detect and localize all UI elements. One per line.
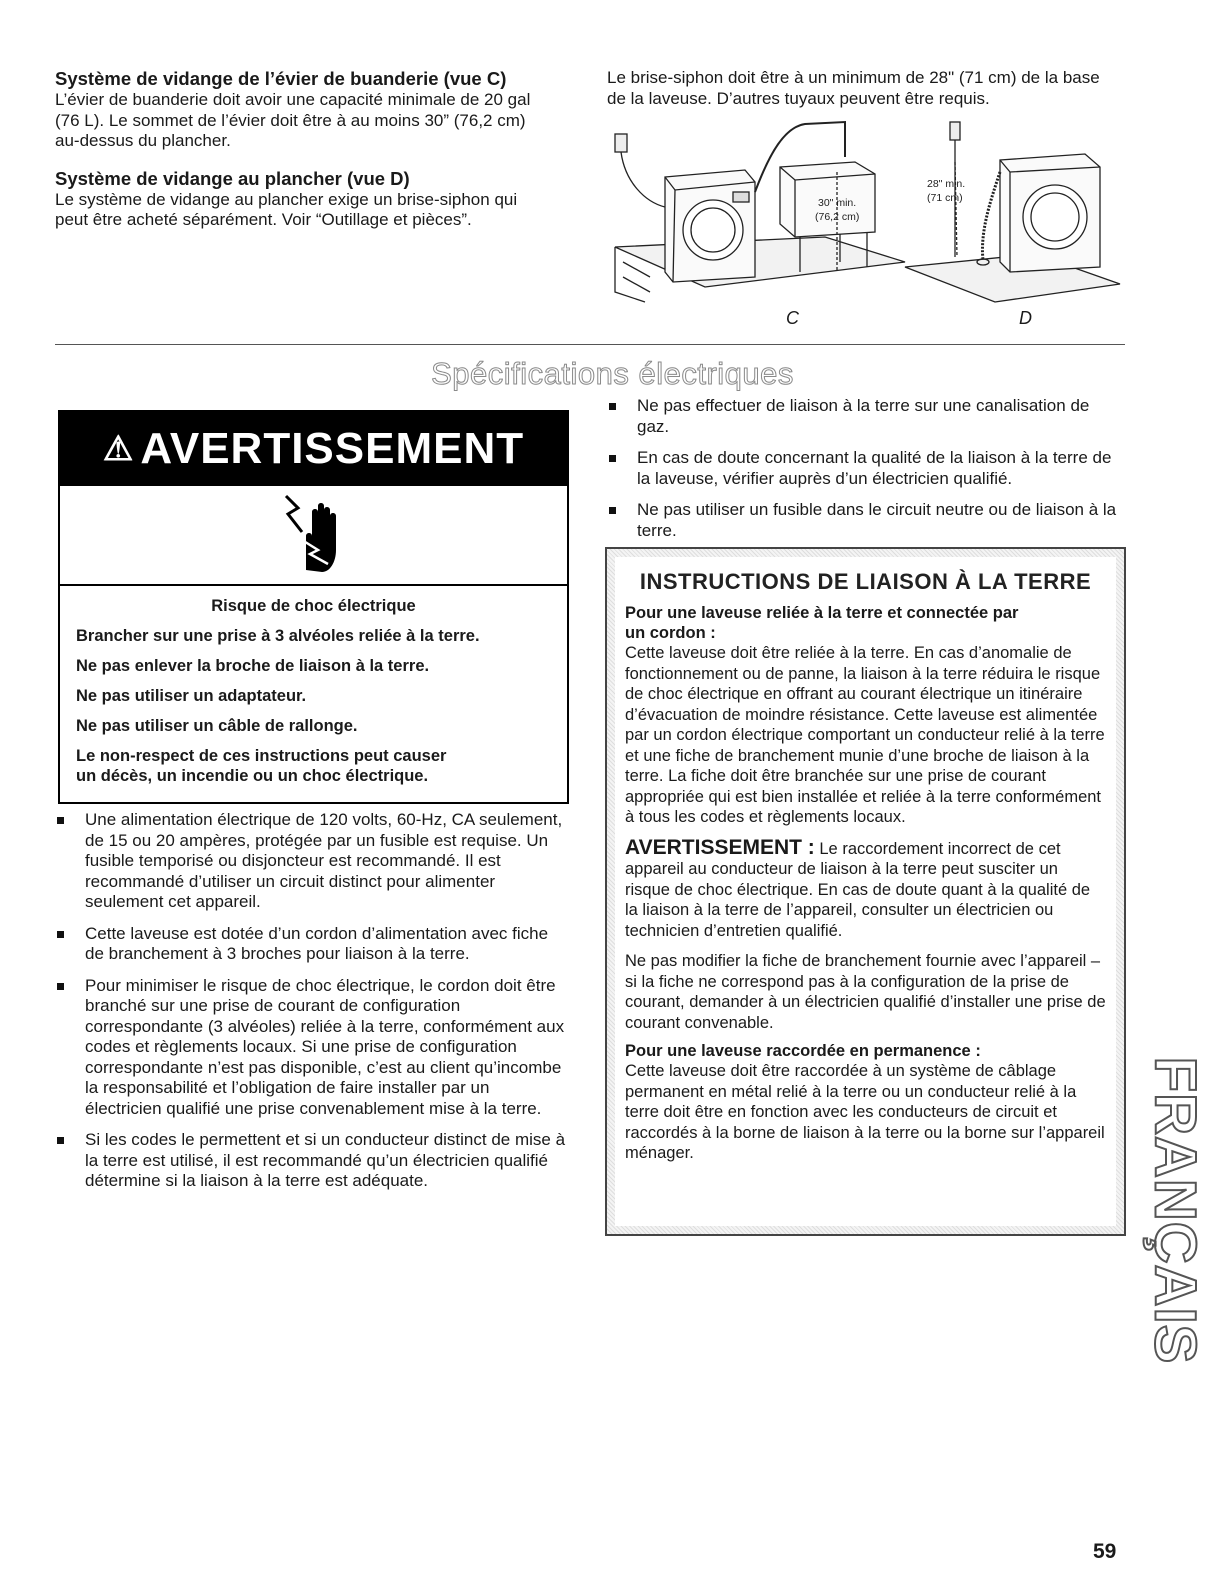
list-item: Ne pas effectuer de liaison à la terre sur une canalisation de gaz. bbox=[607, 396, 1122, 437]
warning-line-prong: Ne pas enlever la broche de liaison à la terre. bbox=[76, 657, 430, 675]
heading-laundry-sink: Système de vidange de l’évier de buanderie (vue C) bbox=[55, 68, 507, 89]
list-item: Si les codes le permettent et si un conducteur distinct de mise à la terre est utilisé, il est recommandé qu’un électricien qualifié détermine si la liaison à la terre est adéquate. bbox=[55, 1130, 570, 1192]
floor-drain-line-1: Le système de vidange au plancher exige un brise-siphon qui bbox=[55, 189, 518, 209]
section-title: Spécifications électriques bbox=[431, 356, 794, 391]
list-item: Cette laveuse est dotée d’un cordon d’alimentation avec fiche de branchement à 3 broches pour liaison à la terre. bbox=[55, 924, 570, 965]
warning-consequence-2: un décès, un incendie ou un choc électrique. bbox=[76, 767, 429, 785]
warning-box bbox=[58, 410, 569, 804]
warning-lines bbox=[60, 586, 567, 786]
corded-heading-1: Pour une laveuse reliée à la terre et connectée par bbox=[625, 604, 1019, 622]
corded-heading-2: un cordon : bbox=[625, 624, 716, 642]
page-number: 59 bbox=[1093, 1540, 1117, 1563]
floor-drain-line-2: peut être acheté séparément. Voir “Outillage et pièces”. bbox=[55, 210, 472, 229]
list-item: Une alimentation électrique de 120 volts, 60-Hz, CA seulement, de 15 ou 20 ampères, protégée par un fusible est requise. Un fusible temporisé ou disjoncteur est recommandé. Il est recommandé d’utiliser un circuit distinct pour alimenter seulement cet appareil. bbox=[55, 810, 570, 913]
warning-header bbox=[60, 412, 567, 486]
list-item: Ne pas utiliser un fusible dans le circuit neutre ou de liaison à la terre. bbox=[607, 500, 1122, 541]
top-right-section bbox=[607, 68, 1127, 109]
warning-icon-area bbox=[60, 486, 567, 586]
laundry-sink-line-3: au-dessus du plancher. bbox=[55, 131, 231, 150]
language-side-tab bbox=[1135, 1056, 1215, 1364]
siphon-line-2: de la laveuse. D’autres tuyaux peuvent être requis. bbox=[607, 88, 990, 108]
list-item: En cas de doute concernant la qualité de la liaison à la terre de la laveuse, vérifier auprès d’un électricien qualifié. bbox=[607, 448, 1122, 489]
warning-line-risk: Risque de choc électrique bbox=[211, 597, 416, 615]
warning-line-extension: Ne pas utiliser un câble de rallonge. bbox=[76, 717, 358, 735]
left-bullet-list bbox=[55, 810, 570, 1203]
grounding-inner bbox=[615, 557, 1116, 1226]
c-height-cm-label: (76,2 cm) bbox=[815, 211, 860, 223]
heading-floor-drain: Système de vidange au plancher (vue D) bbox=[55, 167, 410, 189]
permanent-heading: Pour une laveuse raccordée en permanence : bbox=[625, 1042, 981, 1060]
grounding-warning-paragraph bbox=[625, 835, 1106, 942]
laundry-sink-line-2: (76 L). Le sommet de l’évier doit être à au moins 30” (76,2 cm) bbox=[55, 110, 526, 130]
top-left-section bbox=[55, 68, 575, 231]
c-height-label: 30" min. bbox=[818, 197, 857, 209]
grounding-title: INSTRUCTIONS DE LIAISON À LA TERRE bbox=[639, 569, 1092, 594]
language-side-label: FRANÇAIS bbox=[1142, 1056, 1208, 1364]
d-height-cm-label: (71 cm) bbox=[927, 192, 963, 204]
right-bullet-list bbox=[607, 396, 1122, 552]
drain-system-illustration bbox=[605, 112, 1125, 312]
warning-header-text: AVERTISSEMENT bbox=[140, 424, 525, 473]
grounding-warning-text: Le raccordement incorrect de cet appareil au conducteur de liaison à la terre peut susciter un risque de choc électrique. En cas de doute quant à la qualité de la liaison à la terre de l’appareil, consulter un électricien ou technicien d’entretien qualifié. bbox=[625, 839, 1091, 940]
section-divider bbox=[55, 344, 1125, 345]
warning-line-adapter: Ne pas utiliser un adaptateur. bbox=[76, 687, 307, 705]
electric-shock-hand-icon bbox=[278, 492, 358, 578]
corded-text: Cette laveuse doit être reliée à la terre. En cas d’anomalie de fonctionnement ou de panne, la liaison à la terre réduira le risque de choc électrique en offrant au courant électrique un itinéraire d’évacuation de moindre résistance. Cette laveuse est alimentée par un cordon électrique comportant un conducteur relié à la terre et une fiche de branchement munie d’une broche de liaison à la terre. La fiche doit être branchée sur une prise de courant appropriée qui est bien installée et reliée à la terre conformément à tous les codes et règlements locaux. bbox=[625, 644, 1105, 826]
warning-triangle-icon: ⚠ bbox=[102, 430, 135, 468]
warning-consequence-1: Le non-respect de ces instructions peut causer bbox=[76, 747, 447, 765]
plug-text: Ne pas modifier la fiche de branchement fournie avec l’appareil – si la fiche ne correspond pas à la configuration de la prise de courant, demander à un électricien qualifié d’installer une prise de courant convenable. bbox=[625, 952, 1106, 1032]
grounding-instructions-box bbox=[605, 547, 1126, 1236]
permanent-text: Cette laveuse doit être raccordée à un système de câblage permanent en métal relié à la terre ou un conducteur relié à la terre doit être en fonction avec les conducteurs de circuit et raccordés à la borne de liaison à la terre ou la borne sur l’appareil ménager. bbox=[625, 1062, 1105, 1162]
list-item: Pour minimiser le risque de choc électrique, le cordon doit être branché sur une prise de courant de configuration correspondante (3 alvéoles) reliée à la terre, conformément aux codes et règlements locaux. Si une prise de configuration correspondante n’est pas disponible, c’est au client qu’incombe la responsabilité et l’obligation de faire installer par un électricien qualifié une prise convenablement mise à la terre. bbox=[55, 976, 570, 1120]
laundry-sink-line-1: L’évier de buanderie doit avoir une capacité minimale de 20 gal bbox=[55, 90, 531, 109]
warning-line-plug: Brancher sur une prise à 3 alvéoles reliée à la terre. bbox=[76, 627, 480, 645]
figure-label-c: C bbox=[786, 308, 799, 328]
siphon-line-1: Le brise-siphon doit être à un minimum de 28" (71 cm) de la base bbox=[607, 68, 1100, 87]
figure-label-d: D bbox=[1019, 308, 1032, 328]
d-height-label: 28" min. bbox=[927, 178, 966, 190]
grounding-warning-label: AVERTISSEMENT : bbox=[625, 835, 815, 859]
